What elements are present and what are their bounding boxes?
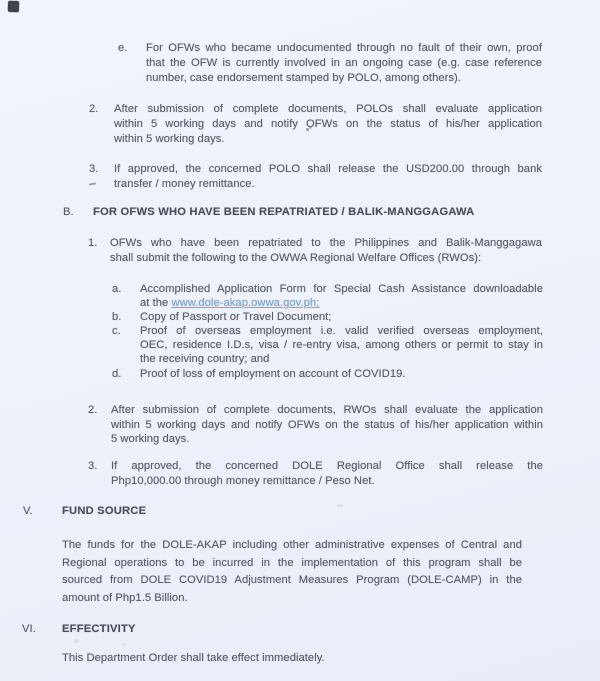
effectivity-paragraph	[62, 651, 532, 666]
list-marker-3: 3.	[88, 460, 98, 472]
text-line: Copy of Passport or Travel Document;	[140, 311, 332, 323]
text-line: within 5 working days and notify OFWs on the status of his/her application within	[111, 418, 543, 431]
text-line: After submission of complete documents, RWOs shall evaluate the application	[111, 404, 543, 416]
text-line: Regional operations to be incurred in the implementation of this program shall be	[62, 556, 522, 569]
list-item-ba	[140, 282, 543, 310]
text-line: number, case endorsement stamped by POLO, among others).	[146, 72, 461, 84]
text-line: shall submit the following to the OWWA Regional Welfare Offices (RWOs):	[110, 251, 482, 264]
text-line: After submission of complete documents, POLOs shall evaluate application	[114, 103, 542, 115]
text-line: OEC, residence I.D.s, visa / re-entry visa, among others or permit to stay in	[140, 339, 543, 352]
list-item-b1	[110, 236, 542, 265]
list-marker-b: b.	[112, 311, 122, 323]
list-item-b3	[111, 459, 543, 488]
list-item-e	[146, 41, 542, 86]
text-line: the receiving country; and	[140, 353, 270, 366]
list-item-bd	[140, 367, 543, 381]
text-line: transfer / money remittance.	[114, 178, 255, 190]
list-marker-2: 2.	[88, 404, 98, 416]
text-line: If approved, the concerned DOLE Regional Office shall release the	[111, 460, 543, 472]
list-marker-c: c.	[112, 325, 121, 337]
list-marker-e: e.	[118, 42, 128, 54]
text-line: within 5 working days.	[114, 133, 225, 145]
list-item-a2	[114, 102, 542, 147]
scan-artifact-dash	[89, 182, 96, 185]
list-item-bc	[140, 324, 543, 367]
section-vi-numeral: VI.	[22, 623, 36, 635]
text-line: within 5 working days and notify OFWs on the status of his/her application	[114, 118, 542, 130]
list-item-b2	[111, 403, 543, 447]
section-b-label: B.	[63, 206, 74, 218]
text-line: Accomplished Application Form for Special Cash Assistance downloadable	[140, 283, 543, 295]
list-marker-2: 2.	[89, 103, 99, 115]
text-line: If approved, the concerned POLO shall release the USD200.00 through bank	[114, 163, 542, 175]
list-marker-1: 1.	[88, 237, 98, 249]
text-line: This Department Order shall take effect immediately.	[62, 652, 325, 664]
fund-source-paragraph	[62, 537, 522, 607]
list-marker-a: a.	[112, 283, 122, 295]
text-line	[140, 296, 543, 310]
text-line: Proof of loss of employment on account of COVID19.	[140, 368, 406, 380]
text-line: amount of Php1.5 Billion.	[62, 591, 188, 604]
heading-text: EFFECTIVITY	[62, 623, 136, 635]
section-v-heading	[62, 504, 362, 519]
text-line: Php10,000.00 through money remittance / Peso Net.	[111, 474, 375, 487]
scan-artifact-corner	[8, 1, 19, 12]
text-line: Proof of overseas employment i.e. valid verified overseas employment,	[140, 325, 543, 337]
section-v-numeral: V.	[23, 505, 33, 517]
link-prefix: at the	[140, 297, 172, 310]
list-marker-3: 3.	[89, 163, 99, 175]
list-marker-d: d.	[112, 368, 122, 380]
text-line: OFWs who have been repatriated to the Philippines and Balik-Manggagawa	[110, 237, 542, 249]
text-line: The funds for the DOLE-AKAP including other administrative expenses of Central and	[62, 539, 522, 551]
text-line: sourced from DOLE COVID19 Adjustment Measures Program (DOLE-CAMP) in the	[62, 574, 522, 586]
dole-akap-link[interactable]: www.dole-akap.owwa.gov.ph;	[171, 297, 320, 310]
text-line: 5 working days.	[111, 433, 190, 446]
heading-text: FOR OFWS WHO HAVE BEEN REPATRIATED / BALIK-MANGGAGAWA	[93, 206, 475, 218]
text-line: For OFWs who became undocumented through no fault of their own, proof	[146, 42, 542, 54]
list-item-a3	[114, 162, 542, 192]
list-item-bb	[140, 310, 543, 324]
section-vi-heading	[62, 622, 362, 637]
scan-artifact-speck	[74, 639, 79, 643]
text-line: that the OFW is currently involved in an ongoing case (e.g. case reference	[146, 57, 542, 69]
section-b-heading	[93, 205, 563, 220]
heading-text: FUND SOURCE	[62, 505, 147, 517]
scan-artifact-speck	[122, 643, 126, 646]
